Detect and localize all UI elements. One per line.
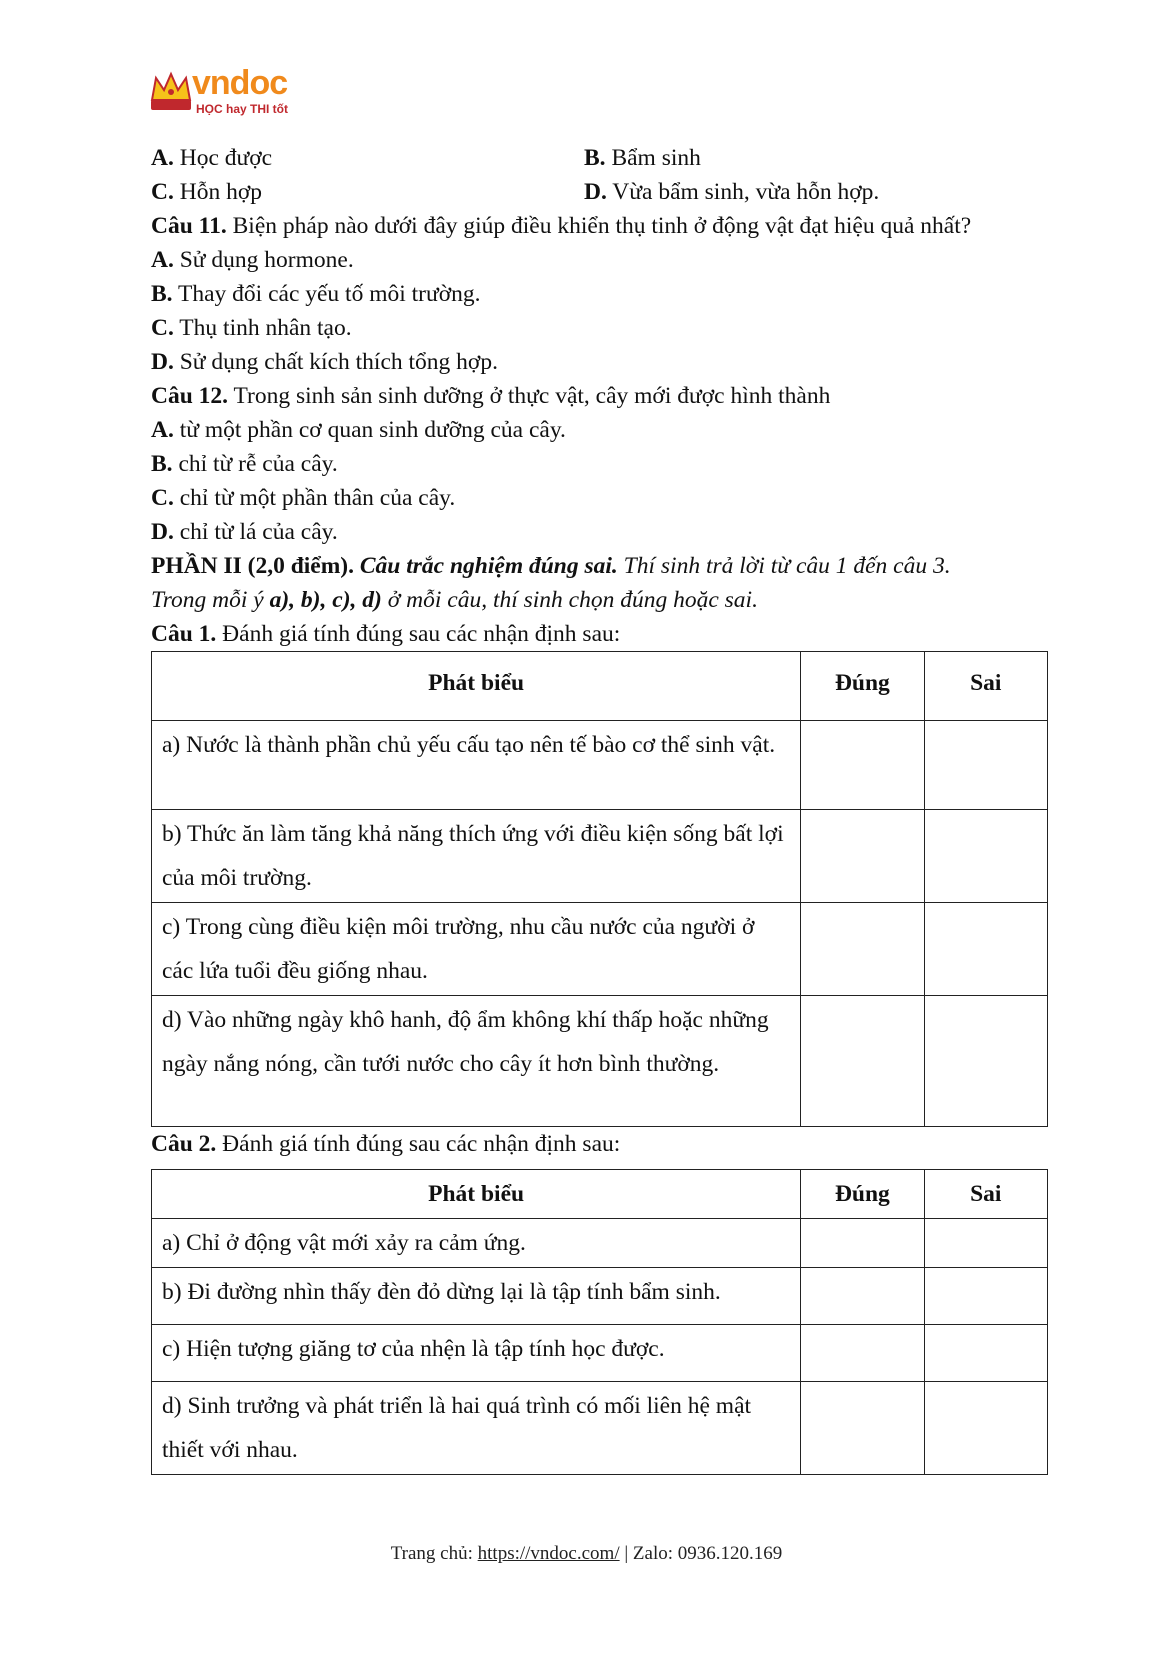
homepage-link[interactable]: https://vndoc.com/ [477,1543,620,1564]
table-row [152,1219,1048,1268]
part2-instructions: Trong mỗi ý a), b), c), d) ở mỗi câu, thí sinh chọn đúng hoặc sai. [151,587,758,613]
false-answer-cell[interactable] [924,1382,1047,1475]
q10-options-row-2 [151,175,1051,209]
table-row [152,810,1048,903]
q10-option-a: A. Học được [151,145,273,171]
q12-option-d: D. chỉ từ lá của cây. [151,519,338,545]
c1-true-false-table [151,651,1048,1127]
true-answer-cell[interactable] [801,1325,924,1382]
header-true: Đúng [801,1170,924,1219]
q11-option-d: D. Sử dụng chất kích thích tổng hợp. [151,349,498,375]
true-answer-cell[interactable] [801,810,924,903]
header-false: Sai [924,652,1047,721]
statement-cell: b) Đi đường nhìn thấy đèn đỏ dừng lại là tập tính bẩm sinh. [152,1268,801,1325]
true-answer-cell[interactable] [801,721,924,810]
table-header-row [152,652,1048,721]
q10-option-c: C. Hỗn hợp [151,179,263,205]
statement-cell: c) Trong cùng điều kiện môi trường, nhu cầu nước của người ở các lứa tuổi đều giống nhau. [152,903,801,996]
false-answer-cell[interactable] [924,903,1047,996]
statement-cell: b) Thức ăn làm tăng khả năng thích ứng với điều kiện sống bất lợi của môi trường. [152,810,801,903]
false-answer-cell[interactable] [924,721,1047,810]
table-row [152,903,1048,996]
q10-option-b: B. Bẩm sinh [584,145,701,171]
table-row [152,1325,1048,1382]
q12-option-a: A. từ một phần cơ quan sinh dưỡng của cây. [151,417,566,443]
statement-cell: d) Vào những ngày khô hanh, độ ẩm không khí thấp hoặc những ngày nắng nóng, cần tưới nước cho cây ít hơn bình thường. [152,996,801,1127]
true-answer-cell[interactable] [801,1219,924,1268]
q11-question: Câu 11. Biện pháp nào dưới đây giúp điều khiển thụ tinh ở động vật đạt hiệu quả nhất? [151,213,972,239]
q11-option-b: B. Thay đổi các yếu tố môi trường. [151,281,481,307]
q12-option-b: B. chỉ từ rễ của cây. [151,451,338,477]
q10-options-row-1 [151,141,1051,175]
false-answer-cell[interactable] [924,1219,1047,1268]
document-body [151,141,1051,1475]
q12-question: Câu 12. Trong sinh sản sinh dưỡng ở thực vật, cây mới được hình thành [151,383,831,409]
true-answer-cell[interactable] [801,1382,924,1475]
table-row [152,1382,1048,1475]
statement-cell: a) Chỉ ở động vật mới xảy ra cảm ứng. [152,1219,801,1268]
c2-question: Câu 2. Đánh giá tính đúng sau các nhận định sau: [151,1131,621,1157]
table-row [152,721,1048,810]
true-answer-cell[interactable] [801,996,924,1127]
page-footer [0,1543,1173,1565]
table-row [152,1268,1048,1325]
header-false: Sai [924,1170,1047,1219]
q10-option-d: D. Vừa bẩm sinh, vừa hỗn hợp. [584,179,880,205]
statement-cell: c) Hiện tượng giăng tơ của nhện là tập tính học được. [152,1325,801,1382]
statement-cell: a) Nước là thành phần chủ yếu cấu tạo nên tế bào cơ thể sinh vật. [152,721,801,810]
table-row [152,996,1048,1127]
false-answer-cell[interactable] [924,1268,1047,1325]
true-answer-cell[interactable] [801,1268,924,1325]
false-answer-cell[interactable] [924,1325,1047,1382]
q12-option-c: C. chỉ từ một phần thân của cây. [151,485,456,511]
q11-option-a: A. Sử dụng hormone. [151,247,354,273]
false-answer-cell[interactable] [924,996,1047,1127]
header-true: Đúng [801,652,924,721]
footer-contact: | Zalo: 0936.120.169 [619,1543,783,1564]
c2-true-false-table [151,1169,1048,1475]
true-answer-cell[interactable] [801,903,924,996]
part2-heading: PHẦN II (2,0 điểm). Câu trắc nghiệm đúng sai. Thí sinh trả lời từ câu 1 đến câu 3. [151,553,951,579]
vndoc-logo [148,64,298,120]
footer-prefix: Trang chủ: [390,1543,478,1564]
false-answer-cell[interactable] [924,810,1047,903]
header-statement: Phát biểu [152,1170,801,1219]
c1-question: Câu 1. Đánh giá tính đúng sau các nhận định sau: [151,621,621,647]
crown-icon [148,70,194,116]
statement-cell: d) Sinh trưởng và phát triển là hai quá trình có mối liên hệ mật thiết với nhau. [152,1382,801,1475]
table-header-row [152,1170,1048,1219]
logo-tagline: HỌC hay THI tốt [196,102,288,116]
logo-brand: vndoc [192,64,288,102]
q11-option-c: C. Thụ tinh nhân tạo. [151,315,352,341]
header-statement: Phát biểu [152,652,801,721]
